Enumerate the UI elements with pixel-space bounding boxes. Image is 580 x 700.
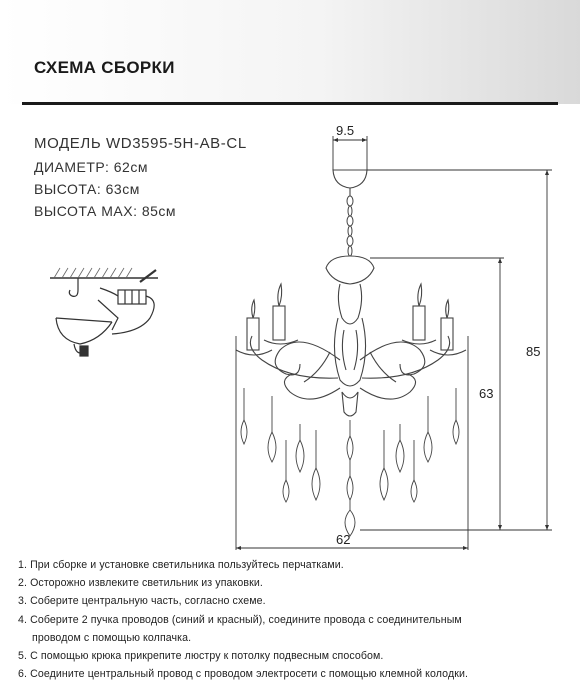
instruction-item: 5. С помощью крюка прикрепите люстру к потолку подвесным способом. [18, 650, 384, 663]
instruction-item: 3. Соберите центральную часть, согласно схеме. [18, 595, 266, 608]
canopy-dimension: 9.5 [336, 123, 355, 138]
instruction-item: проводом с помощью колпачка. [32, 631, 192, 644]
instruction-item: 2. Осторожно извлеките светильник из упаковки. [18, 577, 263, 590]
height-dimension: 63 [479, 386, 494, 401]
instruction-item: 6. Соедините центральный провод с проводом электросети с помощью клемной колодки. [18, 668, 469, 681]
diameter-spec: ДИАМЕТР: 62см [34, 159, 148, 175]
width-dimension: 62 [336, 532, 351, 547]
title-rule [22, 102, 558, 105]
model-name: МОДЕЛЬ WD3595-5H-AB-CL [34, 135, 247, 152]
total-height-dimension: 85 [526, 344, 541, 359]
height-max-spec: ВЫСОТА МАХ: 85см [34, 203, 177, 219]
chandelier-drawing [236, 170, 466, 536]
wiring-diagram [50, 268, 158, 356]
assembly-drawing [0, 110, 580, 550]
instruction-item: 1. При сборке и установке светильника пользуйтесь перчатками. [18, 559, 344, 571]
page-title: СХЕМА СБОРКИ [34, 58, 175, 77]
instruction-list [18, 556, 468, 683]
instruction-item: 4. Соберите 2 пучка проводов (синий и красный), соедините провода с соединительным [18, 613, 462, 626]
header-band [0, 0, 580, 104]
height-spec: ВЫСОТА: 63см [34, 181, 140, 197]
